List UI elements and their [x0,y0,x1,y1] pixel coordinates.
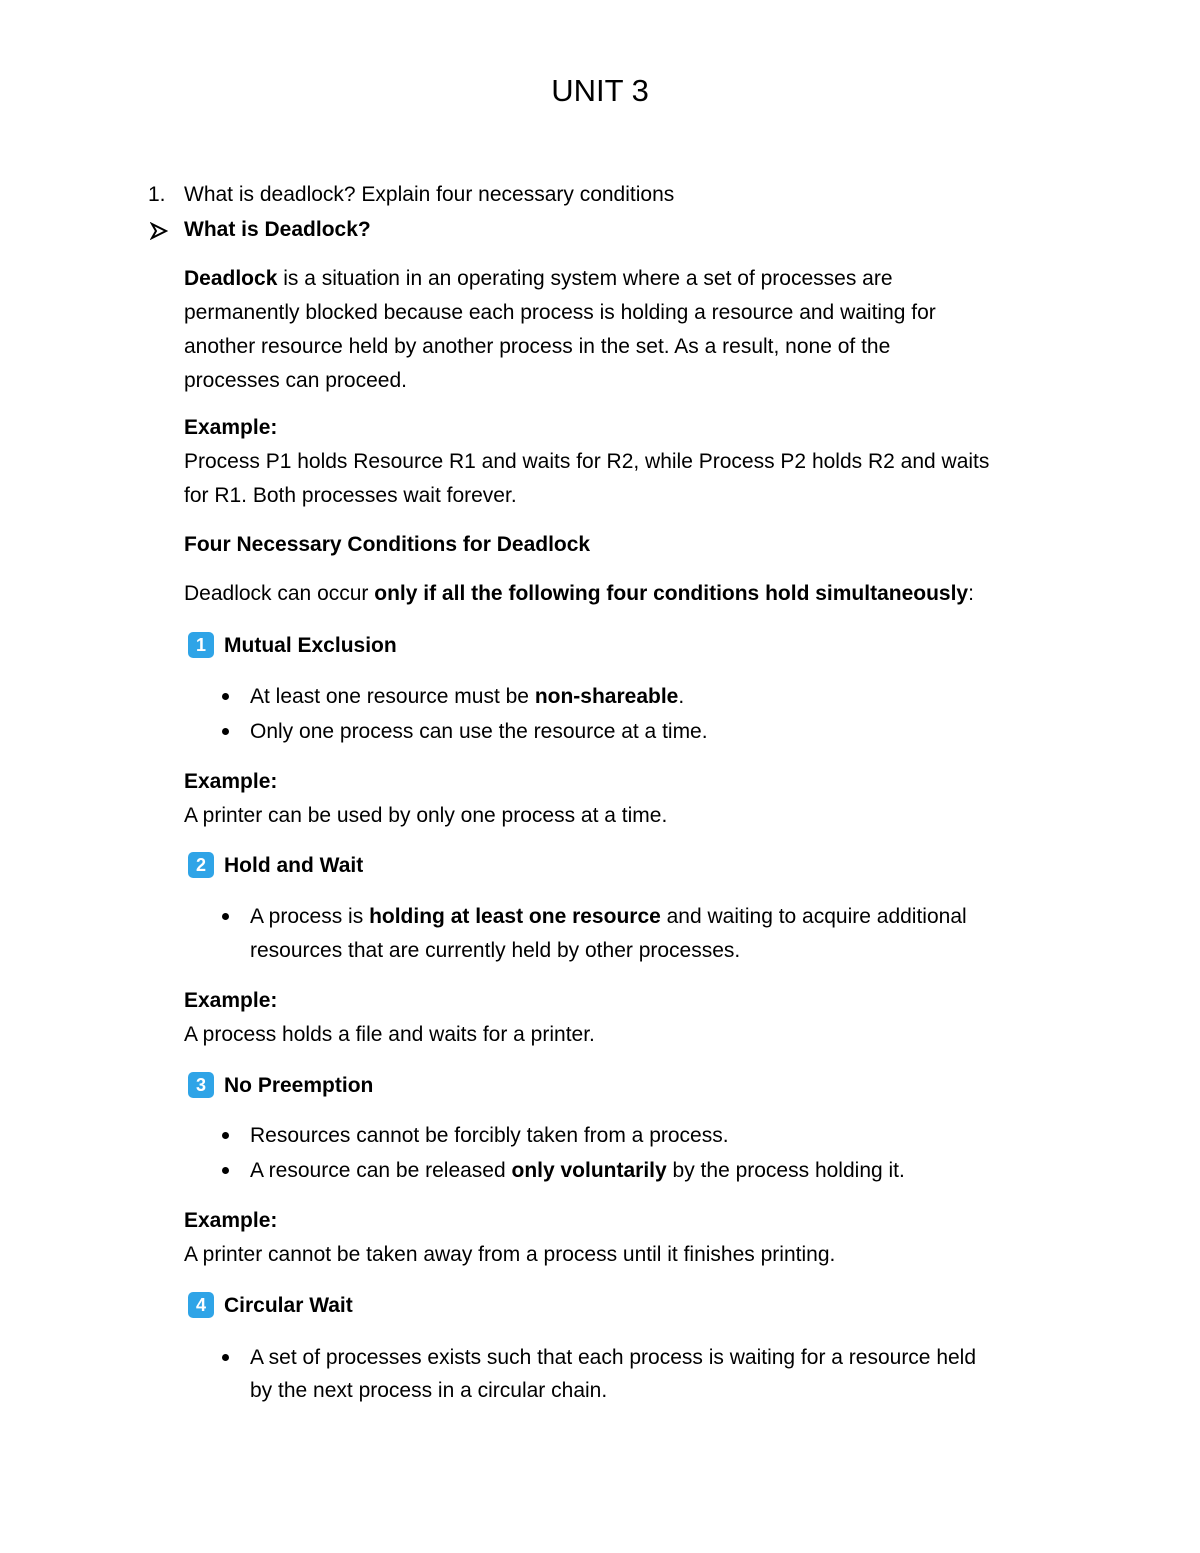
condition-3-example-label: Example: [184,1209,278,1232]
bullet-icon [222,693,229,700]
condition-4-bullet-1-line-2: by the next process in a circular chain. [250,1379,608,1402]
conditions-intro [184,577,974,611]
c2-b1-pre: A process is [250,905,370,928]
condition-1-example: A printer can be used by only one process at a time. [184,804,668,827]
arrow-bullet-icon [150,222,168,240]
definition-term: Deadlock [184,267,278,290]
definition-line-2: permanently blocked because each process is holding a resource and waiting for [184,301,936,324]
condition-3-title: No Preemption [224,1074,374,1097]
question-number: 1. [148,183,166,206]
condition-2-bullet-1-line-2: resources that are currently held by other processes. [250,939,741,962]
intro-post: : [968,582,974,605]
number-2-icon: 2 [188,852,214,878]
bullet-icon [222,1167,229,1174]
intro-pre: Deadlock can occur [184,582,375,605]
c1-b1-post: . [678,685,685,708]
condition-2-title: Hold and Wait [224,854,364,877]
c3-b2-pre: A resource can be released [250,1159,512,1182]
bullet-icon [222,728,229,735]
condition-2-bullet-1 [250,900,967,934]
definition-line-3: another resource held by another process in the set. As a result, none of the [184,335,891,358]
c2-b1-bold: holding at least one resource [369,905,661,928]
condition-3-bullet-1: Resources cannot be forcibly taken from a process. [250,1124,729,1147]
condition-3-example: A printer cannot be taken away from a process until it finishes printing. [184,1243,836,1266]
condition-4-bullet-1: A set of processes exists such that each process is waiting for a resource held [250,1346,977,1369]
condition-2-example: A process holds a file and waits for a printer. [184,1023,595,1046]
bullet-icon [222,913,229,920]
page-title: UNIT 3 [551,73,649,108]
example-label: Example: [184,416,278,439]
condition-1-title: Mutual Exclusion [224,634,397,657]
question-text: What is deadlock? Explain four necessary conditions [184,183,675,206]
c2-b1-post: and waiting to acquire additional [660,905,967,928]
number-4-icon: 4 [188,1292,214,1318]
example-line-1: Process P1 holds Resource R1 and waits for R2, while Process P2 holds R2 and waits [184,450,990,473]
conditions-heading: Four Necessary Conditions for Deadlock [184,533,591,556]
number-3-icon: 3 [188,1072,214,1098]
definition-line-1 [184,262,893,296]
intro-bold: only if all the following four conditions hold simultaneously [374,582,969,605]
c1-b1-pre: At least one resource must be [250,685,535,708]
bullet-icon [222,1132,229,1139]
condition-1-example-label: Example: [184,770,278,793]
example-line-2: for R1. Both processes wait forever. [184,484,517,507]
number-1-icon: 1 [188,632,214,658]
condition-1-bullet-2: Only one process can use the resource at a time. [250,720,708,743]
c1-b1-bold: non-shareable [534,685,679,708]
c3-b2-bold: only voluntarily [511,1159,667,1182]
c3-b2-post: by the process holding it. [666,1159,905,1182]
condition-4-title: Circular Wait [224,1294,353,1317]
bullet-icon [222,1354,229,1361]
condition-1-bullet-1 [250,680,684,714]
definition-line-4: processes can proceed. [184,369,407,392]
condition-3-bullet-2 [250,1154,905,1188]
subheading: What is Deadlock? [184,218,371,241]
definition-text: is a situation in an operating system where a set of processes are [277,267,893,290]
condition-2-example-label: Example: [184,989,278,1012]
